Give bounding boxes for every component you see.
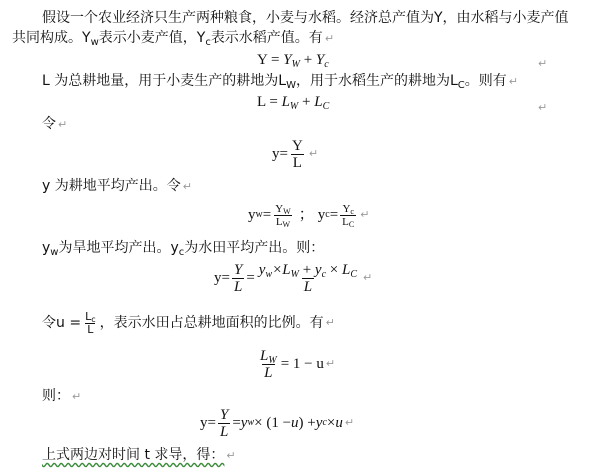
paragraph-mark: ↵ (363, 271, 373, 284)
paragraph-mark: ↵ (344, 416, 355, 429)
paragraph-intro-line2: 共同构成。$Y_w$表示小麦产值，$Y_c$表示水稻产值。有 ↵ (12, 30, 335, 48)
paragraph-mark: ↵ (58, 118, 68, 131)
paragraph-ratio-u: 令u = $\frac{L_c}{L}$ ，表示水田占总耕地面积的比例。有 ↵ (42, 309, 335, 336)
paragraph-mark: ↵ (324, 32, 335, 45)
equation-weighted-yield: y = $\frac{Y}{L}$ = $\frac{y_w\times L_W + y_c \times L_C}{L}$ ↵ (214, 261, 373, 295)
fraction-yc-over-lc: $\frac{Y_c}{L_C}$ (342, 202, 355, 229)
paragraph-mark: ↵ (360, 208, 370, 221)
paragraph-mark: ↵ (508, 75, 518, 88)
paragraph-average: y 为耕地平均产出。令 ↵ (42, 178, 192, 194)
equation-crop-yields: y w = $\frac{Y_W}{L_W}$ ； y c = $\frac{Y_c}{L_C}$ ↵ (248, 202, 370, 229)
fraction-yw-over-lw: $\frac{Y_W}{L_W}$ (275, 202, 291, 229)
fraction-weighted-sum: $\frac{y_w\times L_W + y_c \times L_C}{L}$ (258, 261, 358, 295)
fraction-y-over-l: $\frac{Y}{L}$ (291, 137, 303, 171)
text-then: 则： ↵ (42, 388, 82, 404)
paragraph-intro-line1: 假设一个农业经济只生产两种粮食，小麦与水稻。经济总产值为Y，由水稻与小麦产值 (42, 10, 569, 26)
paragraph-derivative: 上式两边对时间 t 求导，得： ↵ (42, 447, 236, 463)
equation-average-yield: y = $\frac{Y}{L}$ ↵ (272, 137, 319, 171)
paragraph-mark: ↵ (325, 357, 336, 370)
equation-share: $\frac{L_W}{L}$ = 1 − u ↵ (260, 347, 336, 381)
paragraph-land: L 为总耕地量，用于小麦生产的耕地为$L_W$，用于水稻生产的耕地为$L_C$。则有 ↵ (42, 73, 518, 91)
fraction-y-over-l: $\frac{Y}{L}$ (219, 406, 229, 440)
paragraph-mark: ↵ (325, 316, 335, 329)
fraction-lc-over-l: $\frac{L_c}{L}$ (85, 309, 96, 336)
equation-land-sum: $L = L_W + L_C$ (257, 94, 330, 112)
paragraph-mark: ↵ (182, 180, 192, 193)
fraction-y-over-l: $\frac{Y}{L}$ (233, 261, 243, 295)
paragraph-crop-averages: $y_w$为旱地平均产出。$y_c$为水田平均产出。则： (42, 240, 325, 258)
fraction-lw-over-l: $\frac{L_W}{L}$ (260, 347, 277, 381)
equation-output-sum: $Y = Y_W + Y_c$ (257, 52, 329, 70)
paragraph-mark: ↵ (538, 57, 548, 70)
paragraph-mark: ↵ (308, 147, 319, 160)
text-let: 令 ↵ (42, 116, 68, 132)
paragraph-mark: ↵ (226, 449, 236, 462)
paragraph-mark: ↵ (538, 101, 548, 114)
equation-final-yield: y = $\frac{Y}{L}$ = y w × (1 − u ) + y c × u ↵ (200, 406, 355, 440)
paragraph-mark: ↵ (72, 390, 82, 403)
